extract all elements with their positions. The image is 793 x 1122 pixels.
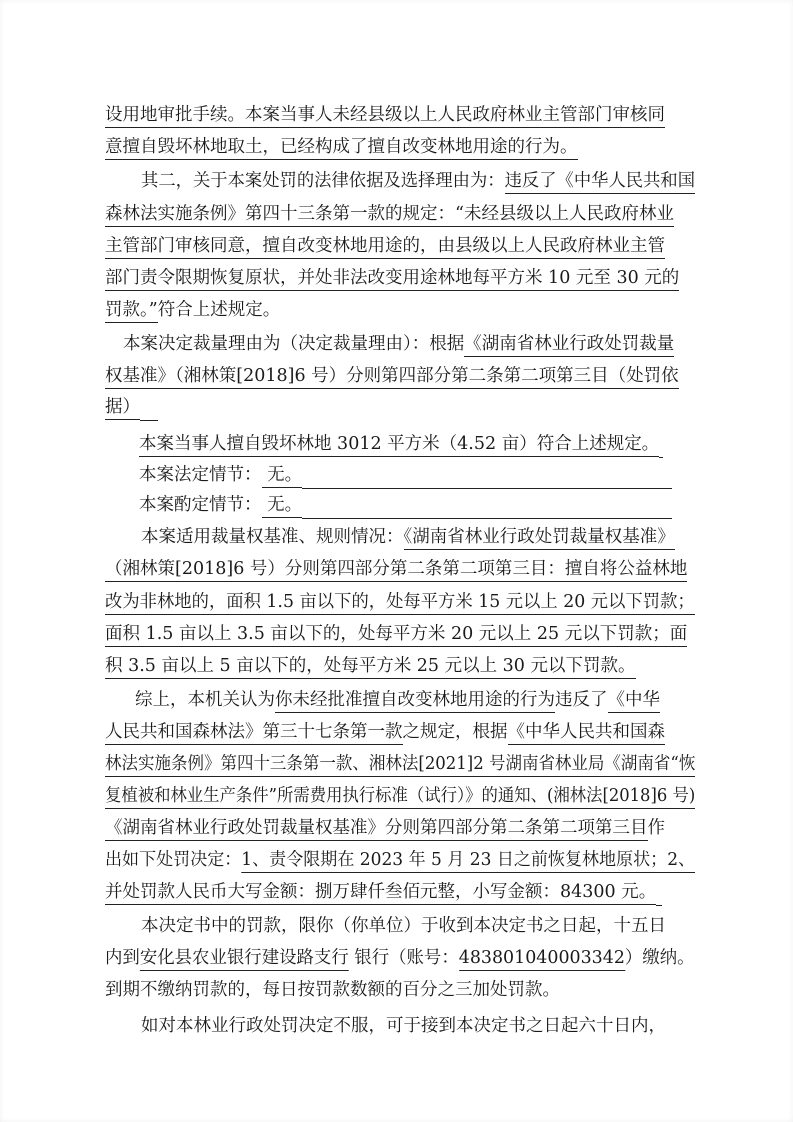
text-line [141,168,695,198]
underlined-text: 无。 [262,495,303,518]
text-line [105,233,665,263]
text-segment: ）缴纳。 [624,948,695,968]
text-line [105,653,636,683]
underlined-text: 无。 [262,465,303,488]
text-line [105,621,687,651]
underlined-text: 并处罚款人民币大写金额：捌万肆仟叁佰元整，小写金额：84300 元。 [105,882,656,905]
text-line [105,783,695,813]
underlined-text: （湘林策[2018]6 号）分则第四部分第二条第二项第三目：擅自将公益林地 [105,559,687,582]
underlined-text: 部门责令限期恢复原状，并处非法改变用途林地每平方米 10 元至 30 元的 [105,268,679,291]
text-line [135,687,660,717]
text-line [105,556,687,586]
fill-blank [656,883,662,906]
fill-blank [302,466,672,489]
text-segment: 本案决定裁量理由为（决定裁量理由）：根据 [123,334,465,354]
underlined-text: 483801040003342 [459,948,625,971]
underlined-text: 主管部门审核同意，擅自改变林地用途的，由县级以上人民政府林业主管 [105,236,665,259]
underlined-text: 《中华人民共和国森 [508,722,666,745]
text-line [105,847,695,877]
underlined-text: 安化县农业银行建设路支行 [140,948,349,971]
text-line [105,815,665,845]
underlined-text: 改为非林地的，面积 1.5 亩以下的，处每平方米 15 元以上 20 元以下罚款； [105,592,695,615]
text-segment: 银行（账号： [348,948,459,968]
text-line [105,201,674,231]
text-line [105,879,662,909]
text-segment: 本决定书中的罚款，限你（你单位）于收到本决定书之日起，十五日 [141,916,666,936]
text-line [105,719,665,749]
text-segment: 本案酌定情节： [139,495,262,515]
text-line [141,913,666,943]
text-line [141,524,675,554]
text-line [105,102,665,132]
underlined-text: 积 3.5 亩以上 5 亩以下的，处每平方米 25 元以上 30 元以下罚款。 [105,656,636,679]
underlined-text: 《中华 [608,690,661,713]
underlined-text: 复植被和林业生产条件”所需费用执行标准（试行）》的通知、(湘林法[2018]6 号) [105,786,695,809]
underlined-text: 意擅自毁坏林地取土，已经构成了擅自改变林地用途的行为。 [105,137,578,160]
underlined-text: 据） [105,397,140,420]
text-line [105,297,280,327]
fill-blank [302,496,672,519]
underlined-text: 森林法实施条例》第四十三条第一款的规定：“未经县级以上人民政府林业 [105,204,674,227]
text-segment: 到期不缴纳罚款的，每日按罚款数额的百分之三加处罚款。 [105,980,560,1000]
text-segment: 本案适用裁量权基准、规则情况： [141,527,404,547]
fill-blank [140,398,158,421]
underlined-text: 权基准》（湘林策[2018]6 号）分则第四部分第二条第二项第三目（处罚依 [105,366,679,389]
text-segment: 符合上述规定。 [157,300,281,320]
text-line [139,462,672,492]
underlined-text: 面积 1.5 亩以上 3.5 亩以下的，处每平方米 20 元以上 25 元以下罚款；面 [105,624,687,647]
underlined-text: 本案当事人擅自毁坏林地 3012 平方米（4.52 亩）符合上述规定。 [139,434,659,457]
text-line [123,331,674,361]
text-line [141,1013,666,1043]
underlined-text: 1、责令限期在 2023 年 5 月 23 日之前恢复林地原状；2、 [241,850,695,873]
underlined-text: 《湖南省林业行政处罚裁量 [464,334,674,357]
text-segment: 内到 [105,948,140,968]
text-line [139,492,672,522]
text-segment: 本案法定情节： [139,465,262,485]
underlined-text: 《湖南省林业行政处罚裁量权基准》 [404,527,675,550]
underlined-text: 《湖南省林业行政处罚裁量权基准》分则第四部分第二条第二项第三目 [105,818,648,841]
text-segment: 作 [647,818,665,838]
underlined-text: 违反了《中华人民共和国 [505,171,695,194]
underlined-text: 罚款。” [105,300,158,323]
text-segment: 其二，关于本案处罚的法律依据及选择理由为： [141,171,505,191]
underlined-text: 设用地审批手续。本案当事人未经县级以上人民政府林业主管部门审核同 [105,105,665,128]
text-line [105,134,578,164]
text-line [105,945,695,975]
underlined-text: 人民共和国森林法》第三十七条第一款 [105,722,403,745]
text-line [105,589,695,619]
text-segment: 之规定，根据 [402,722,508,742]
text-line [105,394,158,424]
text-line [139,431,663,461]
text-segment: 违反了 [555,690,608,710]
text-segment: 综上，本机关认为 [135,690,275,710]
fill-blank [659,435,663,458]
text-segment: 如对本林业行政处罚决定不服，可于接到本决定书之日起六十日内， [141,1016,666,1036]
text-line [105,265,679,295]
underlined-text: 林法实施条例》第四十三条第一款、湘林法[2021]2 号湖南省林业局《湖南省“恢 [105,754,695,777]
text-line [105,977,560,1007]
text-line [105,363,679,393]
underlined-text: 你未经批准擅自改变林地用途的行为 [275,690,555,713]
text-segment: 出如下处罚决定： [105,850,242,870]
text-line [105,751,695,781]
